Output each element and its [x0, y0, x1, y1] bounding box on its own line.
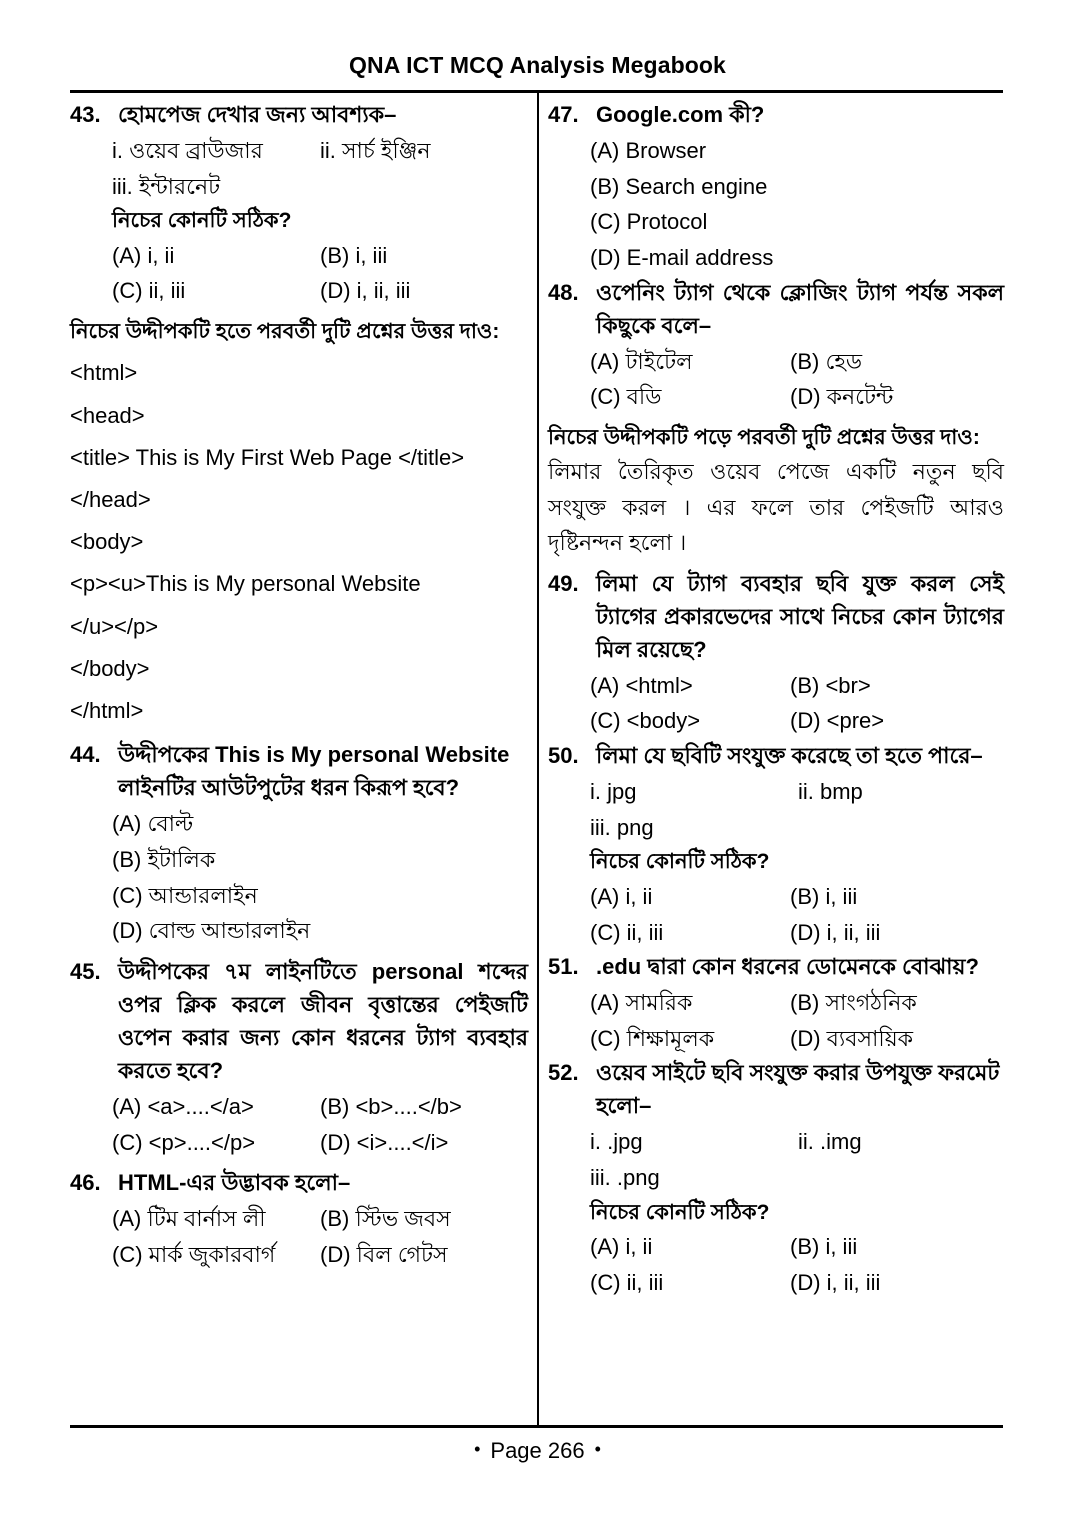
- code-line: <head>: [70, 402, 145, 428]
- running-head-title: QNA ICT MCQ Analysis Megabook: [349, 52, 726, 78]
- question-45-number: 45.: [70, 958, 101, 984]
- question-45-option-b[interactable]: (B) <b>....</b>: [320, 1093, 462, 1119]
- question-51-option-c[interactable]: (C) শিক্ষামূলক: [590, 1025, 715, 1051]
- question-43-option-d[interactable]: (D) i, ii, iii: [320, 278, 411, 304]
- question-47-number: 47.: [548, 102, 579, 127]
- column-divider-rule: [537, 93, 539, 1425]
- question-49-option-c[interactable]: (C) <body>: [590, 708, 701, 734]
- question-52-roman-items: [548, 1124, 1004, 1195]
- question-52-roman-ii: ii. .img: [798, 1129, 862, 1155]
- code-line: <html>: [70, 360, 138, 386]
- question-44-option-c[interactable]: (C) আন্ডারলাইন: [112, 882, 258, 908]
- question-45-options: [70, 1089, 528, 1160]
- question-52-roman-iii: iii. .png: [590, 1165, 660, 1191]
- question-52-sub-prompt: নিচের কোনটি সঠিক?: [590, 1200, 770, 1224]
- question-50-roman-i: i. jpg: [590, 779, 637, 805]
- question-51-stem-part2: দ্বারা কোন ধরনের ডোমেনকে বোঝায়?: [641, 954, 979, 980]
- question-43-roman-i: i. ওয়েব ব্রাউজার: [112, 138, 263, 163]
- question-44-option-b[interactable]: (B) ইটালিক: [112, 847, 216, 872]
- question-49-options: [548, 668, 1004, 739]
- question-44-options: [70, 806, 528, 949]
- left-passage-directive: নিচের উদ্দীপকটি হতে পরবর্তী দুটি প্রশ্নের উত্তর দাও:: [70, 320, 500, 344]
- question-50-sub-prompt: নিচের কোনটি সঠিক?: [590, 850, 770, 874]
- question-49-option-a[interactable]: (A) <html>: [590, 672, 693, 698]
- question-49-option-d[interactable]: (D) <pre>: [790, 708, 885, 734]
- question-44-stem-part1: উদ্দীপকের: [118, 742, 216, 768]
- question-51-stem-latin: .edu: [596, 954, 642, 980]
- question-48-option-b[interactable]: (B) হেড: [790, 348, 863, 374]
- question-47-stem-latin: Google.com: [596, 102, 724, 127]
- question-43-roman-iii: iii. ইন্টারনেট: [112, 173, 221, 199]
- question-48: [548, 276, 1004, 342]
- question-44-option-d[interactable]: (D) বোল্ড আন্ডারলাইন: [112, 918, 311, 944]
- question-46-stem-latin: HTML: [118, 1170, 180, 1196]
- question-48-option-a[interactable]: (A) টাইটেল: [590, 348, 693, 374]
- question-43-roman-ii: ii. সার্চ ইঞ্জিন: [320, 138, 431, 163]
- question-48-option-d[interactable]: (D) কনটেন্ট: [790, 384, 894, 410]
- footer-page-label: Page 266: [490, 1438, 585, 1463]
- right-passage-directive: নিচের উদ্দীপকটি পড়ে পরবর্তী দুটি প্রশ্নের উত্তর দাও:: [548, 425, 980, 449]
- question-45-option-d[interactable]: (D) <i>....</i>: [320, 1129, 449, 1155]
- question-51-stem: [596, 950, 1004, 983]
- question-43: [70, 98, 528, 131]
- question-51-options: [548, 985, 1004, 1056]
- question-47-option-a[interactable]: (A) Browser: [590, 138, 707, 163]
- question-44: [70, 738, 528, 804]
- footer-left-dot: •: [474, 1439, 481, 1459]
- bottom-rule: [70, 1425, 1003, 1428]
- question-50-option-b[interactable]: (B) i, iii: [790, 883, 858, 909]
- question-52-stem: ওয়েব সাইটে ছবি সংযুক্ত করার উপযুক্ত ফরমেট হলো–: [596, 1060, 1000, 1119]
- question-50-options: [548, 879, 1004, 950]
- question-50-option-a[interactable]: (A) i, ii: [590, 883, 653, 909]
- question-49-number: 49.: [548, 570, 579, 596]
- code-line: </u></p>: [70, 613, 159, 639]
- question-43-stem: হোমপেজ দেখার জন্য আবশ্যক–: [118, 102, 397, 127]
- question-47: [548, 98, 1004, 131]
- question-43-options: [70, 238, 528, 309]
- question-46-number: 46.: [70, 1170, 101, 1196]
- footer-right-dot: •: [594, 1439, 601, 1459]
- question-44-stem: [118, 738, 528, 804]
- question-52-option-a[interactable]: (A) i, ii: [590, 1234, 653, 1260]
- question-44-stem-part2: লাইনটির আউটপুটের ধরন কিরূপ হবে?: [118, 775, 460, 801]
- question-50-roman-items: [548, 774, 1004, 845]
- question-51-number: 51.: [548, 954, 579, 980]
- code-line: <body>: [70, 529, 144, 555]
- question-52-roman-i: i. .jpg: [590, 1129, 643, 1155]
- question-46-stem-part2: -এর উদ্ভাবক হলো–: [179, 1170, 351, 1196]
- question-45-stem-latin: personal: [371, 958, 464, 984]
- question-52-number: 52.: [548, 1060, 579, 1086]
- html-code-listing: [70, 352, 528, 732]
- question-49: [548, 567, 1004, 666]
- question-43-sub-prompt: নিচের কোনটি সঠিক?: [112, 209, 292, 233]
- question-52-option-b[interactable]: (B) i, iii: [790, 1234, 858, 1260]
- code-line: </head>: [70, 486, 151, 512]
- question-50-option-c[interactable]: (C) ii, iii: [590, 919, 664, 945]
- question-43-roman-items: [70, 133, 528, 204]
- question-50-roman-ii: ii. bmp: [798, 779, 863, 805]
- question-50: [548, 739, 1004, 772]
- question-52-options: [548, 1229, 1004, 1300]
- question-52-option-c[interactable]: (C) ii, iii: [590, 1269, 664, 1295]
- question-44-stem-latin: This is My personal Website: [215, 742, 510, 768]
- question-48-option-c[interactable]: (C) বডি: [590, 384, 662, 410]
- question-50-roman-iii: iii. png: [590, 814, 654, 840]
- left-column: [70, 98, 528, 1272]
- page-footer: [0, 1438, 1075, 1464]
- question-46-stem: [118, 1166, 528, 1199]
- code-line: <p><u>This is My personal Website: [70, 571, 421, 597]
- question-52: [548, 1056, 1004, 1122]
- question-43-option-b[interactable]: (B) i, iii: [320, 242, 388, 268]
- question-47-option-b[interactable]: (B) Search engine: [590, 173, 768, 199]
- question-47-option-d[interactable]: (D) E-mail address: [590, 244, 774, 270]
- question-45-option-c[interactable]: (C) <p>....</p>: [112, 1129, 256, 1155]
- question-51-option-a[interactable]: (A) সামরিক: [590, 990, 693, 1016]
- question-51-option-d[interactable]: (D) ব্যবসায়িক: [790, 1025, 914, 1051]
- question-46-option-a[interactable]: (A) টিম বার্নাস লী: [112, 1206, 266, 1232]
- question-46-option-d[interactable]: (D) বিল গেটস: [320, 1241, 448, 1267]
- question-50-option-d[interactable]: (D) i, ii, iii: [790, 919, 881, 945]
- question-46: [70, 1166, 528, 1199]
- question-46-option-c[interactable]: (C) মার্ক জুকারবার্গ: [112, 1241, 276, 1267]
- question-48-options: [548, 344, 1004, 415]
- question-45-stem-part1: উদ্দীপকের ৭ম লাইনটিতে: [118, 958, 372, 984]
- code-line: </html>: [70, 698, 144, 724]
- question-50-stem: লিমা যে ছবিটি সংযুক্ত করেছে তা হতে পারে–: [596, 743, 983, 769]
- question-44-number: 44.: [70, 742, 101, 768]
- question-46-option-b[interactable]: (B) স্টিভ জবস: [320, 1206, 451, 1232]
- question-43-number: 43.: [70, 102, 101, 127]
- question-49-stem: লিমা যে ট্যাগ ব্যবহার ছবি যুক্ত করল সেই ট্যাগের প্রকারভেদের সাথে নিচের কোন ট্যাগের মিল রয়েছে?: [596, 570, 1004, 662]
- question-45-stem-part2: শব্দের ওপর ক্লিক করলে জীবন বৃত্তান্তের পেইজটি ওপেন করার জন্য কোন ধরনের ট্যাগ ব্যবহার করতে হবে?: [118, 958, 528, 1083]
- question-44-option-a[interactable]: (A) বোল্ট: [112, 811, 194, 837]
- right-column: [548, 98, 1004, 1300]
- question-51-option-b[interactable]: (B) সাংগঠনিক: [790, 990, 917, 1016]
- question-45-stem: [118, 955, 528, 1087]
- code-line: </body>: [70, 655, 150, 681]
- right-passage-text: লিমার তৈরিকৃত ওয়েব পেজে একটি নতুন ছবি সংযুক্ত করল । এর ফলে তার পেইজটি আরও দৃষ্টিনন্দন হলো ।: [548, 458, 1004, 556]
- question-48-number: 48.: [548, 279, 579, 305]
- question-52-option-d[interactable]: (D) i, ii, iii: [790, 1269, 881, 1295]
- question-49-option-b[interactable]: (B) <br>: [790, 672, 871, 698]
- question-47-option-c[interactable]: (C) Protocol: [590, 209, 708, 235]
- question-46-options: [70, 1201, 528, 1272]
- question-43-option-a[interactable]: (A) i, ii: [112, 242, 175, 268]
- question-43-option-c[interactable]: (C) ii, iii: [112, 278, 186, 304]
- code-line: <title> This is My First Web Page </title>: [70, 444, 465, 470]
- question-47-stem: [596, 98, 1004, 131]
- question-51: [548, 950, 1004, 983]
- question-45-option-a[interactable]: (A) <a>....</a>: [112, 1093, 254, 1119]
- question-48-stem: ওপেনিং ট্যাগ থেকে ক্লোজিং ট্যাগ পর্যন্ত সকল কিছুকে বলে–: [596, 279, 1004, 338]
- question-47-stem-part2: কী?: [723, 102, 765, 127]
- question-45: [70, 955, 528, 1087]
- question-47-options: [548, 133, 1004, 276]
- question-50-number: 50.: [548, 743, 579, 769]
